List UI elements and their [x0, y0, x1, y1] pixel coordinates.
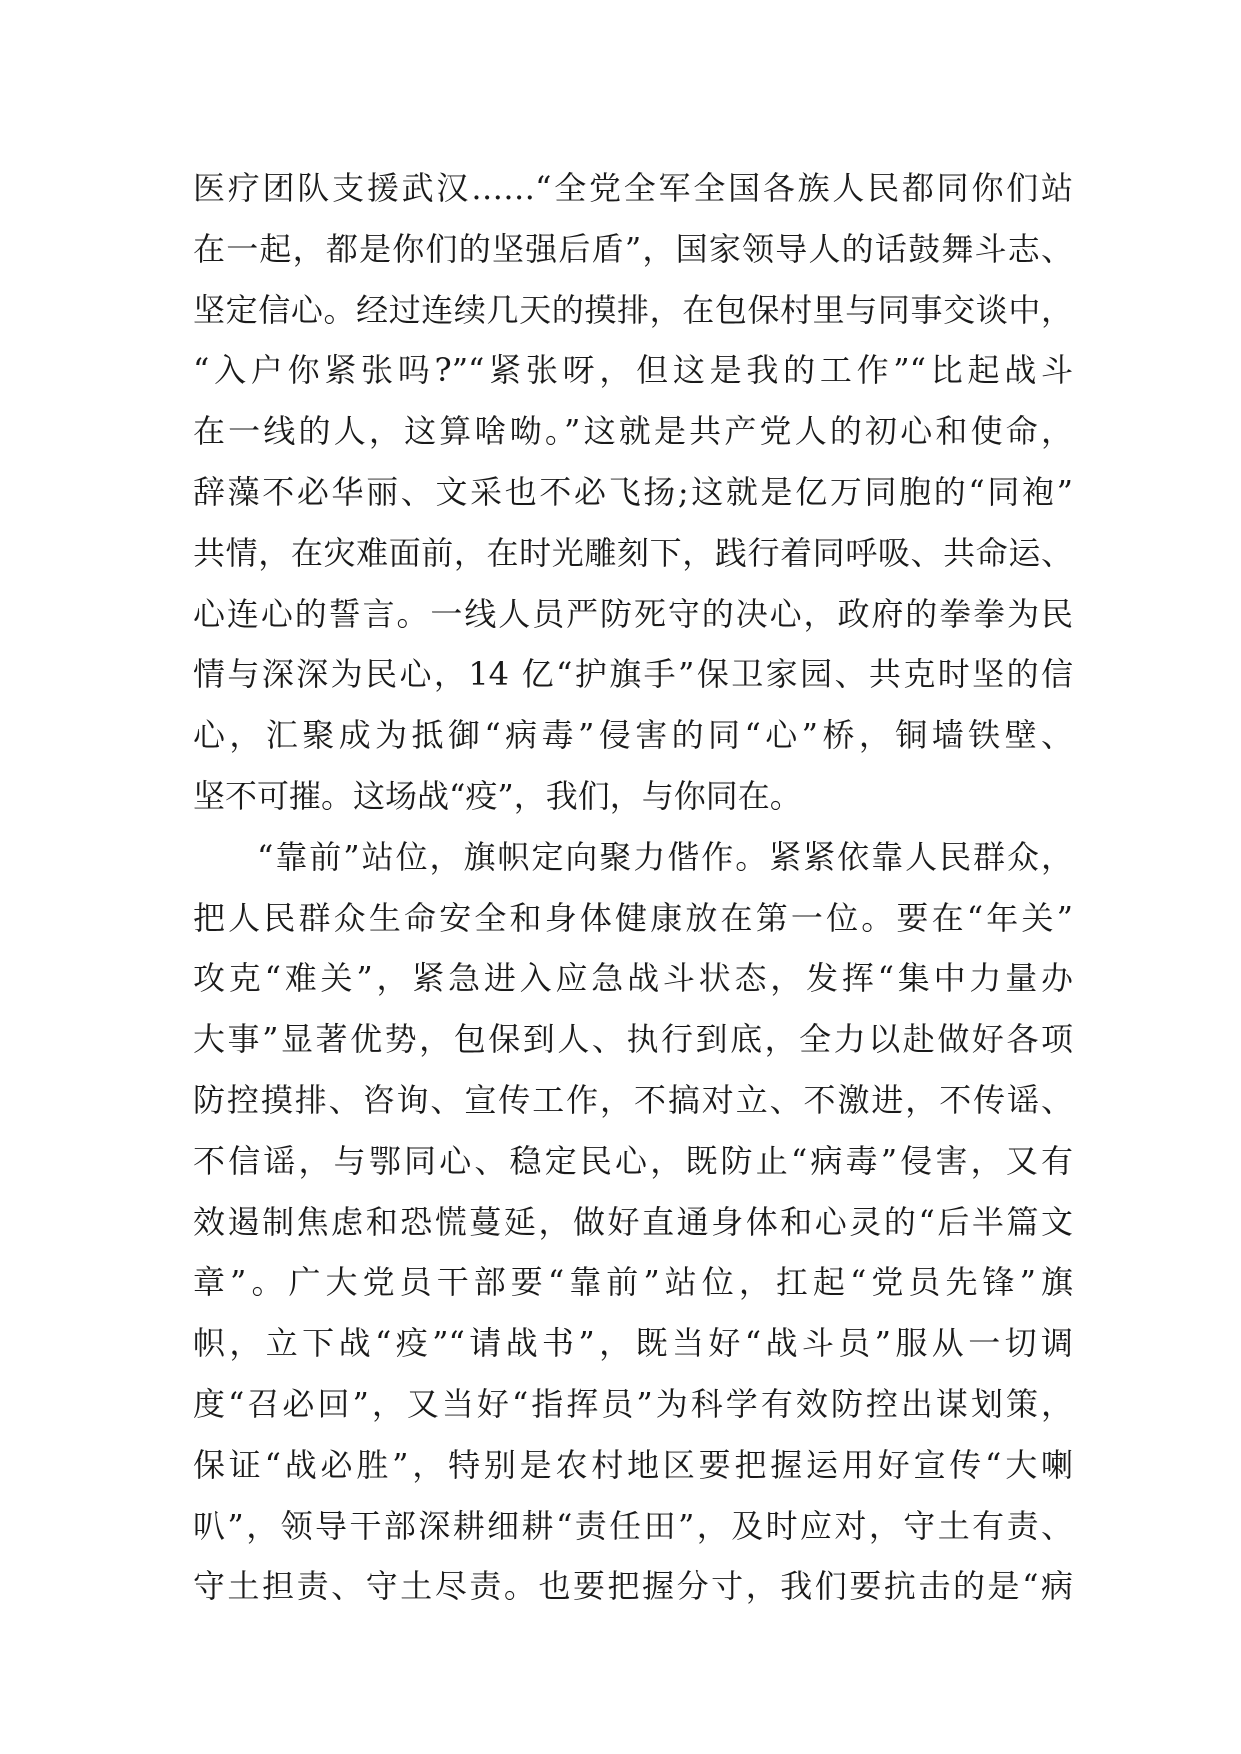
- text-line: 不信谣，与鄂同心、稳定民心，既防止“病毒”侵害，又有: [193, 1141, 1073, 1180]
- text-line: 帜，立下战“疫”“请战书”，既当好“战斗员”服从一切调: [193, 1324, 1073, 1363]
- text-line: 在一起，都是你们的坚强后盾”，国家领导人的话鼓舞斗志、: [193, 229, 1073, 268]
- text-line: “入户你紧张吗?”“紧张呀，但这是我的工作”“比起战斗: [193, 351, 1073, 390]
- text-line: 大事”显著优势，包保到人、执行到底，全力以赴做好各项: [193, 1020, 1073, 1059]
- text-line: 情与深深为民心，14 亿“护旗手”保卫家园、共克时坚的信: [193, 655, 1073, 694]
- text-line: 心连心的誓言。一线人员严防死守的决心，政府的拳拳为民: [193, 594, 1073, 633]
- text-line: 在一线的人，这算啥呦。”这就是共产党人的初心和使命，: [193, 412, 1073, 451]
- text-line: 保证“战必胜”，特别是农村地区要把握运用好宣传“大喇: [193, 1445, 1073, 1484]
- text-line: 效遏制焦虑和恐慌蔓延，做好直通身体和心灵的“后半篇文: [193, 1202, 1073, 1241]
- text-line: 坚不可摧。这场战“疫”，我们，与你同在。: [193, 776, 802, 815]
- text-line: 叭”，领导干部深耕细耕“责任田”，及时应对，守土有责、: [193, 1506, 1073, 1545]
- text-line: 医疗团队支援武汉……“全党全军全国各族人民都同你们站: [193, 169, 1073, 207]
- text-line: 坚定信心。经过连续几天的摸排，在包保村里与同事交谈中，: [193, 290, 1073, 329]
- text-line: 章”。广大党员干部要“靠前”站位，扛起“党员先锋”旗: [193, 1263, 1073, 1302]
- text-line: 把人民群众生命安全和身体健康放在第一位。要在“年关”: [193, 898, 1073, 937]
- text-line: 攻克“难关”，紧急进入应急战斗状态，发挥“集中力量办: [193, 959, 1073, 998]
- text-line: 辞藻不必华丽、文采也不必飞扬;这就是亿万同胞的“同袍”: [193, 472, 1073, 511]
- paragraph-first-line: “靠前”站位，旗帜定向聚力偕作。紧紧依靠人民群众，: [257, 837, 1073, 876]
- text-line: 共情，在灾难面前，在时光雕刻下，践行着同呼吸、共命运、: [193, 533, 1073, 572]
- text-line: 心，汇聚成为抵御“病毒”侵害的同“心”桥，铜墙铁壁、: [193, 716, 1073, 755]
- body-text: [193, 158, 1073, 1617]
- text-line: 防控摸排、咨询、宣传工作，不搞对立、不激进，不传谣、: [193, 1080, 1073, 1119]
- text-line: 守土担责、守土尽责。也要把握分寸，我们要抗击的是“病: [193, 1567, 1073, 1606]
- text-line: 度“召必回”，又当好“指挥员”为科学有效防控出谋划策，: [193, 1384, 1073, 1423]
